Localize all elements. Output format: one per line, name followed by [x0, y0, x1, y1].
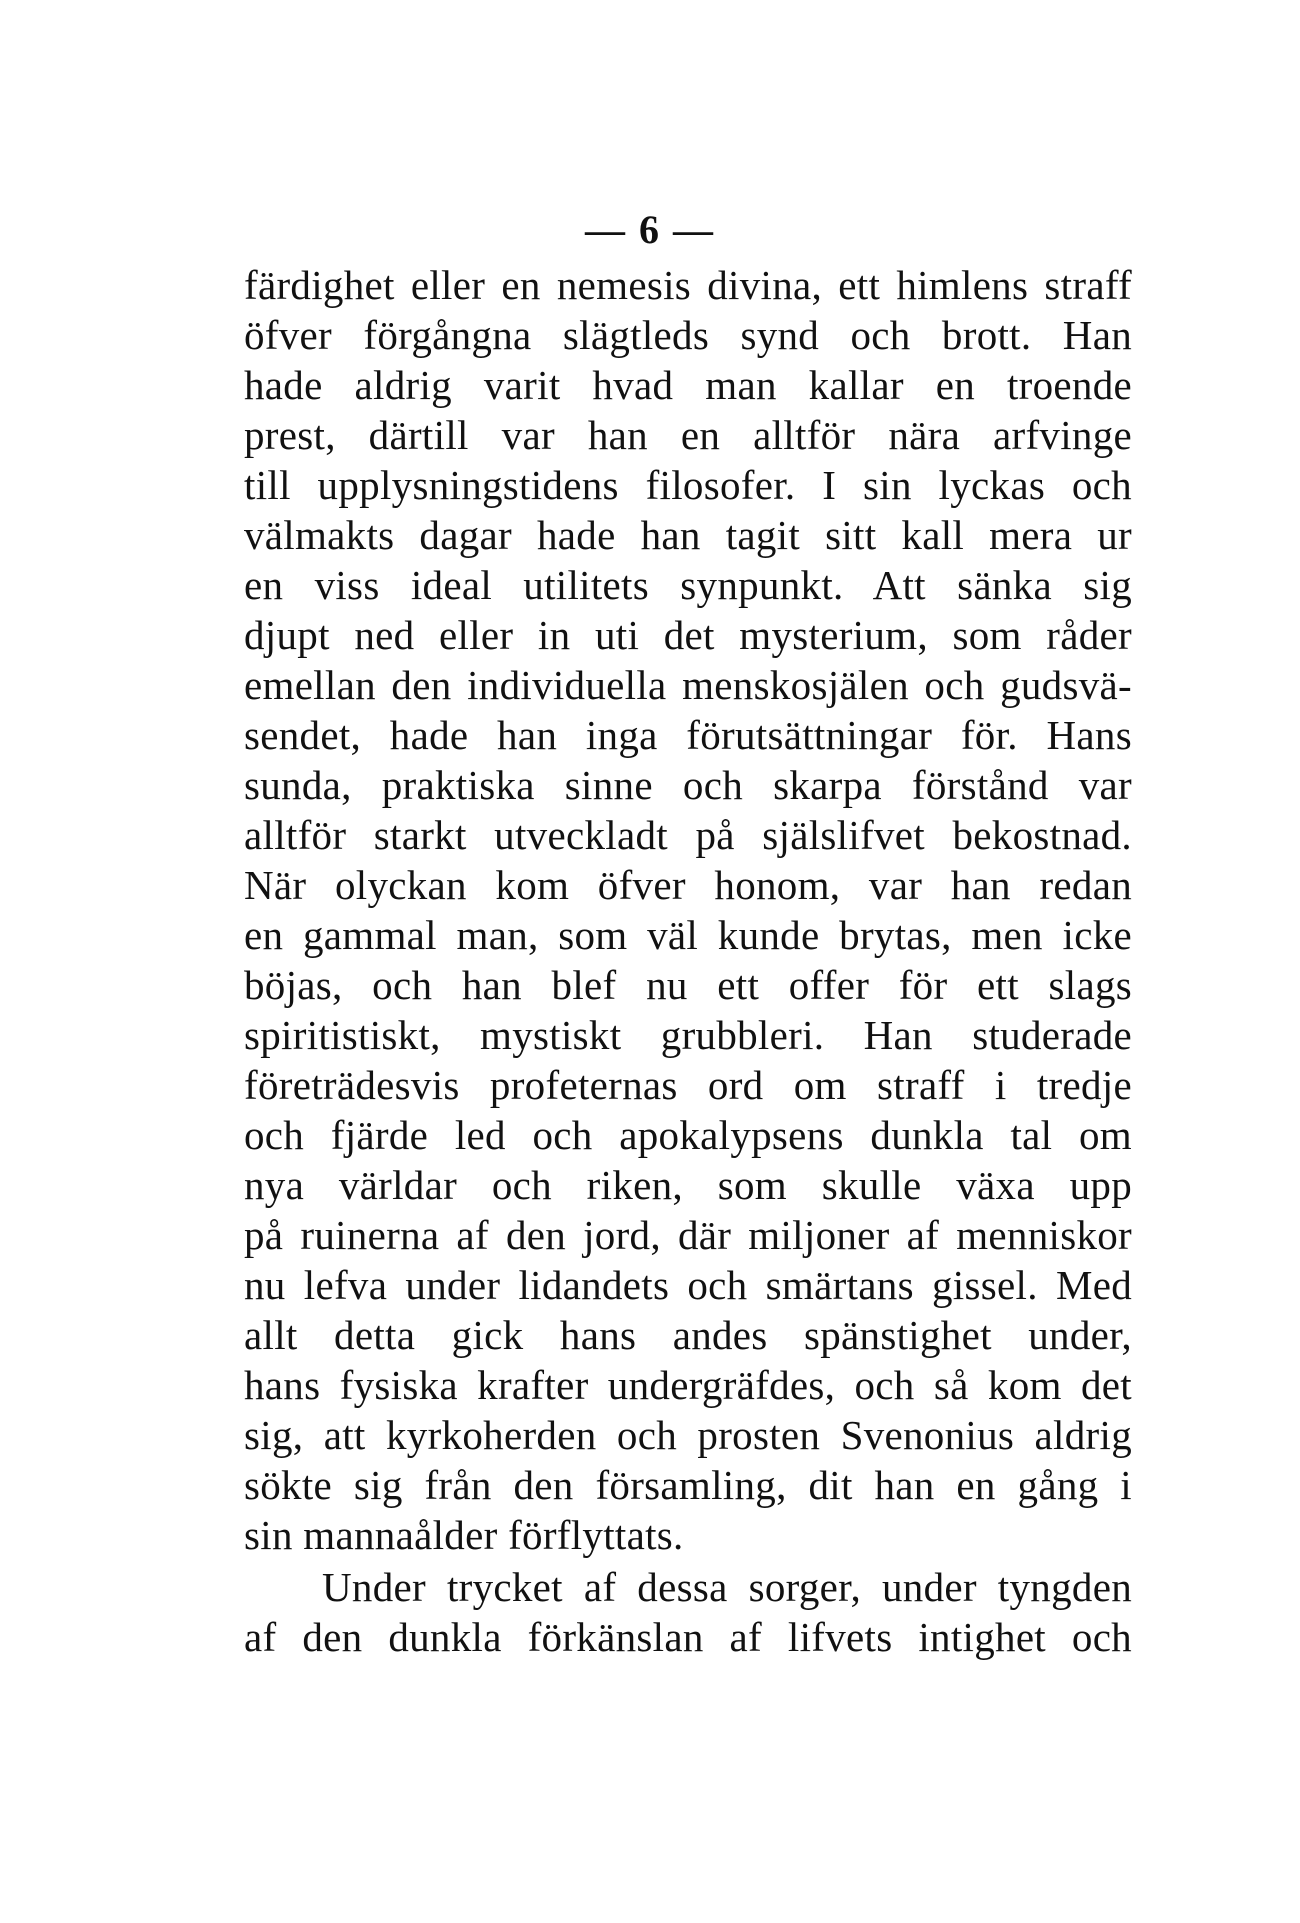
page-number: — 6 —: [585, 207, 715, 252]
text-line: färdighet eller en nemesis divina, ett himlens straff: [244, 262, 1132, 308]
text-line: prest, därtill var han en alltför nära arfvinge: [244, 412, 1132, 458]
text-line: sökte sig från den församling, dit han en gång i: [244, 1462, 1132, 1508]
text-line: När olyckan kom öfver honom, var han redan: [244, 862, 1132, 908]
text-line: sunda, praktiska sinne och skarpa förstånd var: [244, 762, 1132, 808]
body-text: [244, 260, 1132, 1662]
text-line: till upplysningstidens filosofer. I sin lyckas och: [244, 462, 1132, 508]
paragraph: [244, 1562, 1132, 1662]
text-line: sin mannaålder förflyttats.: [244, 1512, 684, 1558]
text-line: hade aldrig varit hvad man kallar en troende: [244, 362, 1132, 408]
text-line: af den dunkla förkänslan af lifvets intighet och: [244, 1614, 1132, 1660]
text-line: sendet, hade han inga förutsättningar för. Hans: [244, 712, 1132, 758]
text-line: öfver förgångna slägtleds synd och brott. Han: [244, 312, 1132, 358]
text-line: en gammal man, som väl kunde brytas, men icke: [244, 912, 1132, 958]
text-line: djupt ned eller in uti det mysterium, som råder: [244, 612, 1132, 658]
text-line: allt detta gick hans andes spänstighet under,: [244, 1312, 1132, 1358]
paragraph: [244, 260, 1132, 1560]
text-line: hans fysiska krafter undergräfdes, och så kom det: [244, 1362, 1132, 1408]
text-line: spiritistiskt, mystiskt grubbleri. Han studerade: [244, 1012, 1132, 1058]
text-line: välmakts dagar hade han tagit sitt kall mera ur: [244, 512, 1132, 558]
text-line: Under trycket af dessa sorger, under tyngden: [322, 1564, 1132, 1610]
text-line: sig, att kyrkoherden och prosten Svenonius aldrig: [244, 1412, 1132, 1458]
text-line: på ruinerna af den jord, där miljoner af menniskor: [244, 1212, 1132, 1258]
text-line: och fjärde led och apokalypsens dunkla tal om: [244, 1112, 1132, 1158]
text-line: nu lefva under lidandets och smärtans gissel. Med: [244, 1262, 1132, 1308]
text-line: en viss ideal utilitets synpunkt. Att sänka sig: [244, 562, 1132, 608]
text-line: nya världar och riken, som skulle växa upp: [244, 1162, 1132, 1208]
text-line: företrädesvis profeternas ord om straff i tredje: [244, 1062, 1132, 1108]
text-line: böjas, och han blef nu ett offer för ett slags: [244, 962, 1132, 1008]
text-line: alltför starkt utveckladt på själslifvet bekostnad.: [244, 812, 1132, 858]
text-line: emellan den individuella menskosjälen och gudsvä-: [244, 662, 1132, 708]
